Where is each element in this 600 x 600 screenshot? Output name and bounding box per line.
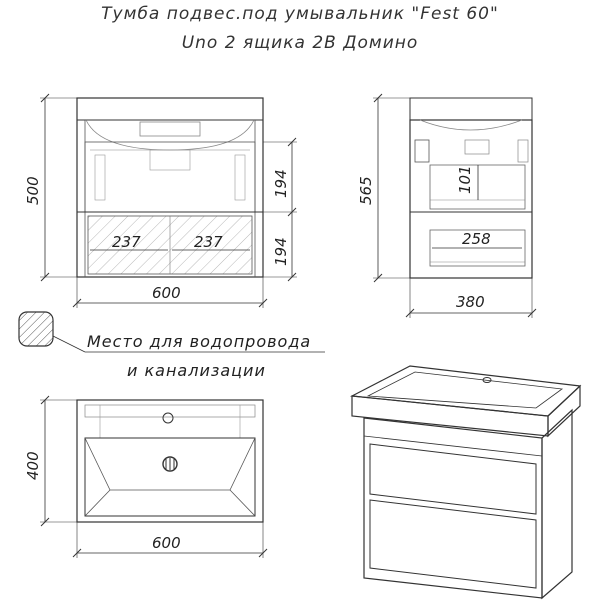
legend-line-1: Место для водопровода <box>87 332 312 351</box>
side-height-dimension: 565 <box>357 176 375 205</box>
front-siphon <box>140 122 200 136</box>
side-drawer-inner-height: 101 <box>456 165 474 194</box>
drawer-bottom-height-dimension: 194 <box>272 237 290 266</box>
side-basin-top <box>410 98 532 120</box>
front-basin-top <box>77 98 263 120</box>
legend <box>19 312 325 380</box>
front-drawer-top <box>85 142 255 212</box>
legend-hatch-swatch <box>19 312 53 346</box>
side-depth-dimension: 380 <box>456 293 485 311</box>
top-width-dimension: 600 <box>152 534 181 552</box>
side-cabinet-outline <box>410 120 532 278</box>
title-line-1: Тумба подвес.под умывальник "Fest 60" <box>101 4 499 24</box>
legend-line-2: и канализации <box>127 361 266 380</box>
front-inner-right-dimension: 237 <box>194 233 223 251</box>
front-width-dimension: 600 <box>152 284 181 302</box>
iso-basin-top <box>352 366 580 416</box>
front-height-dimension: 500 <box>24 176 42 205</box>
title-line-2: Uno 2 ящика 2В Домино <box>181 33 419 53</box>
side-drawer-inner-depth: 258 <box>462 230 491 248</box>
top-basin-outline <box>85 438 255 516</box>
side-view <box>357 94 536 318</box>
front-basin-bowl <box>86 120 254 150</box>
drawer-top-height-dimension: 194 <box>272 169 290 198</box>
top-depth-dimension: 400 <box>24 451 42 480</box>
front-view <box>24 94 297 308</box>
front-inner-left-dimension: 237 <box>112 233 141 251</box>
isometric-view <box>352 366 580 598</box>
side-drawer-top <box>430 165 525 209</box>
iso-drawer-bottom <box>370 500 536 588</box>
faucet-hole <box>163 413 173 423</box>
top-view <box>24 396 267 558</box>
iso-cabinet-front <box>364 418 542 598</box>
side-wall-bracket <box>415 140 429 162</box>
